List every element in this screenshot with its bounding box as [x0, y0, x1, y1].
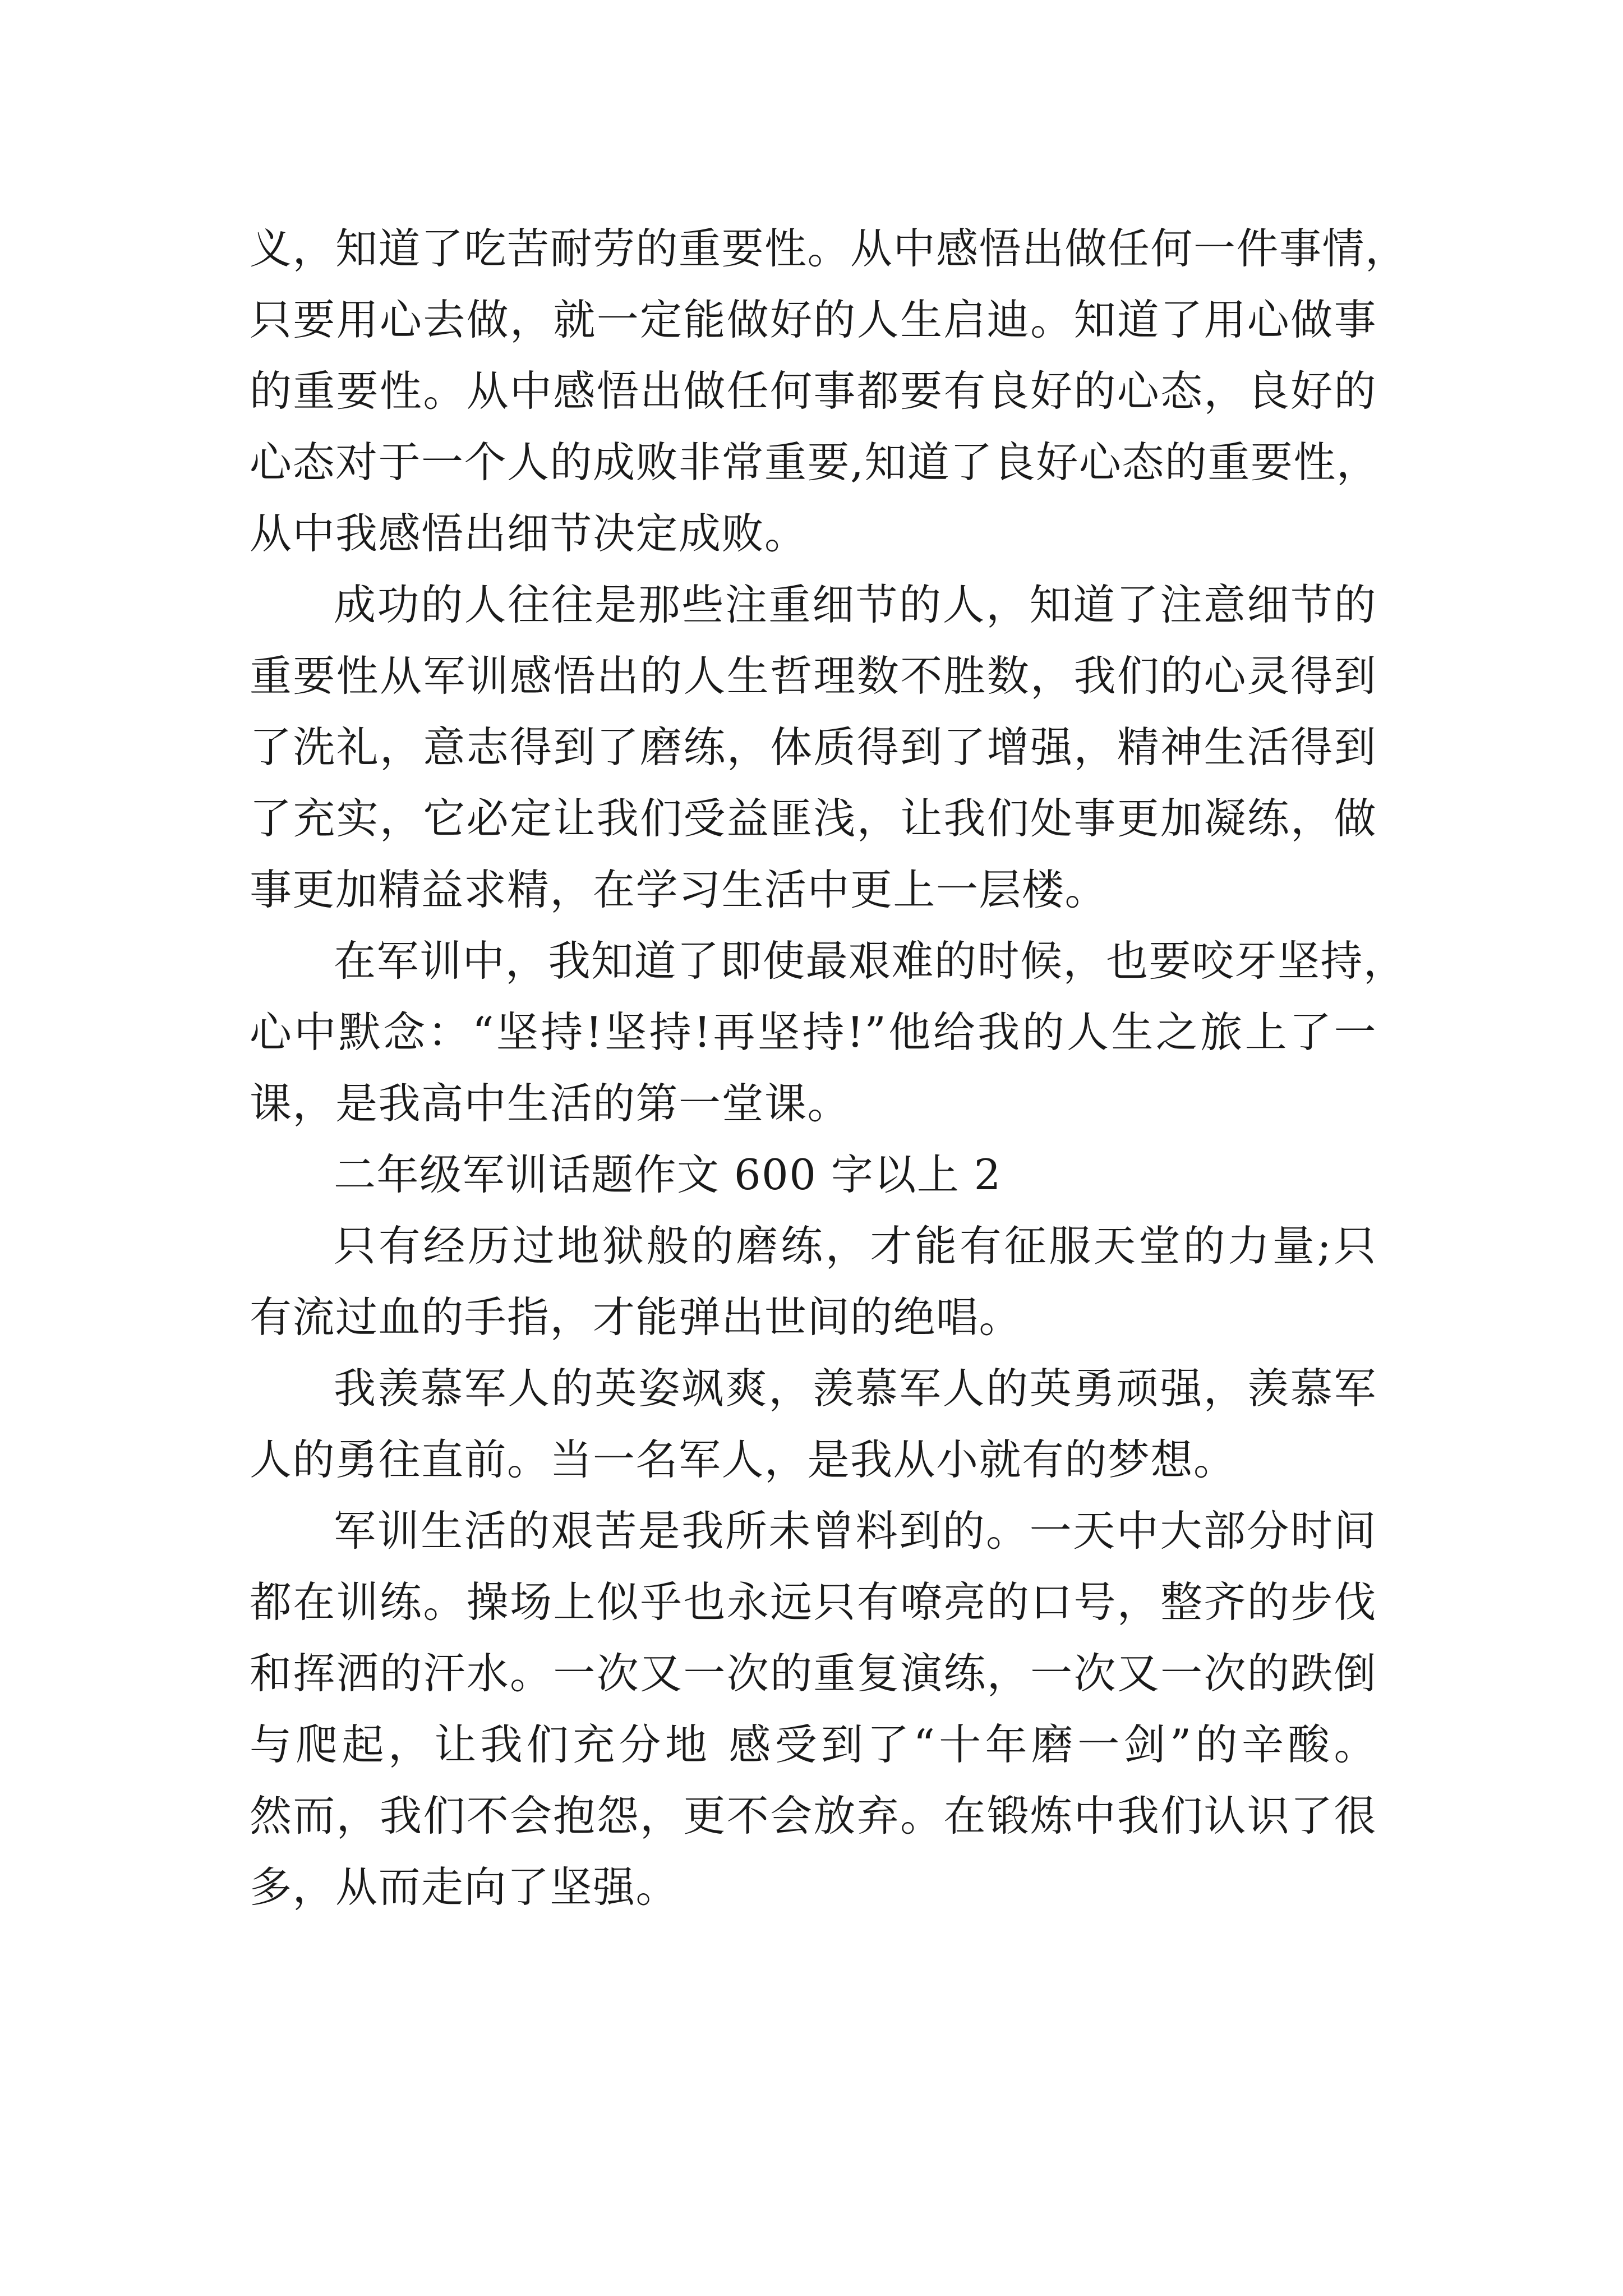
text-line: 义，知道了吃苦耐劳的重要性。从中感悟出做任何一件事情，: [250, 224, 1408, 273]
paragraph-first-line: 在军训中，我知道了即使最艰难的时候，也要咬牙坚持，: [334, 936, 1407, 986]
text-line: 都在训练。操场上似乎也永远只有嘹亮的口号，整齐的步伐: [250, 1577, 1377, 1627]
text-line: 和挥洒的汗水。一次又一次的重复演练，一次又一次的跌倒: [250, 1649, 1377, 1698]
text-line: 事更加精益求精，在学习生活中更上一层楼。: [250, 865, 1108, 914]
text-line: 从中我感悟出细节决定成败。: [250, 509, 808, 558]
text-line: 心态对于一个人的成败非常重要,知道了良好心态的重要性，: [250, 438, 1380, 487]
text-line: 只要用心去做，就一定能做好的人生启迪。知道了用心做事: [250, 295, 1377, 344]
paragraph-first-line: 军训生活的艰苦是我所未曾料到的。一天中大部分时间: [334, 1506, 1377, 1556]
text-line: 心中默念：“坚持!坚持!再坚持!”他给我的人生之旅上了一: [250, 1007, 1377, 1057]
paragraph-first-line: 成功的人往往是那些注重细节的人，知道了注意细节的: [334, 580, 1377, 629]
text-line: 有流过血的手指，才能弹出世间的绝唱。: [250, 1292, 1022, 1342]
text-line: 多，从而走向了坚强。: [250, 1862, 679, 1912]
text-line: 课，是我高中生活的第一堂课。: [250, 1079, 851, 1128]
paragraph-first-line: 只有经历过地狱般的磨练，才能有征服天堂的力量;只: [334, 1221, 1377, 1271]
text-line: 了充实，它必定让我们受益匪浅，让我们处事更加凝练，做: [250, 794, 1377, 843]
text-line: 的重要性。从中感悟出做任何事都要有良好的心态，良好的: [250, 366, 1377, 416]
text-line: 然而，我们不会抱怨，更不会放弃。在锻炼中我们认识了很: [250, 1791, 1377, 1841]
section-heading: 二年级军训话题作文 600 字以上 2: [334, 1150, 1002, 1199]
text-line: 人的勇往直前。当一名军人，是我从小就有的梦想。: [250, 1435, 1237, 1484]
text-line: 重要性从军训感悟出的人生哲理数不胜数，我们的心灵得到: [250, 651, 1377, 701]
text-line: 了洗礼，意志得到了磨练，体质得到了增强，精神生活得到: [250, 723, 1377, 772]
text-line: 与爬起，让我们充分地 感受到了“十年磨一剑”的辛酸。: [250, 1720, 1377, 1769]
paragraph-first-line: 我羡慕军人的英姿飒爽，羡慕军人的英勇顽强，羡慕军: [334, 1364, 1377, 1413]
